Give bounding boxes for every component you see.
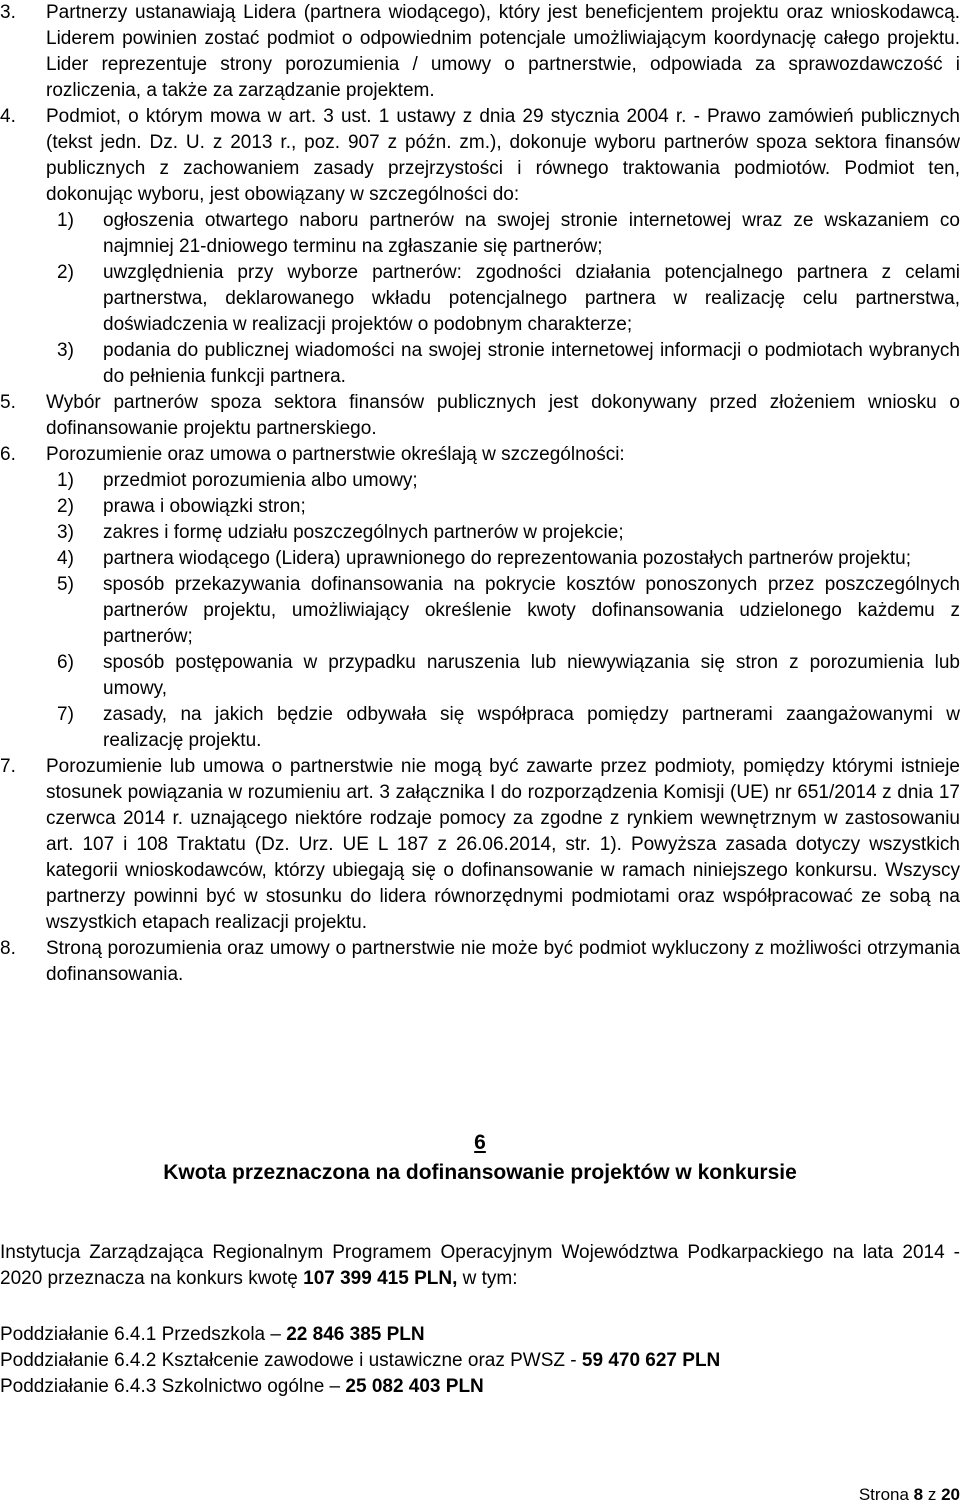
item-number: 5. (0, 392, 16, 413)
list-item-5 (0, 390, 960, 442)
allocation-label: Poddziałanie 6.4.1 Przedszkola – (0, 1324, 287, 1345)
sub-text: zakres i formę udziału poszczególnych partnerów w projekcie; (103, 522, 624, 543)
sub-text: zasady, na jakich będzie odbywała się współpraca pomiędzy partnerami zaangażowanymi w realizację projektu. (103, 704, 960, 751)
sub-item (0, 650, 960, 702)
sub-number: 4) (57, 548, 74, 569)
page-number: 8 (913, 1485, 924, 1504)
sub-text: przedmiot porozumienia albo umowy; (103, 470, 418, 491)
allocation-amount: 25 082 403 PLN (345, 1376, 484, 1397)
item-number: 4. (0, 106, 16, 127)
item-text: Porozumienie lub umowa o partnerstwie nie mogą być zawarte przez podmioty, pomiędzy którymi istnieje stosunek powiązania w rozumieniu art. 3 załącznika I do rozporządzenia Komisji (UE) nr 651/2014 z dnia 17 czerwca 2014 r. uznającego niektóre rodzaje pomocy za zgodne z rynkiem wewnętrznym w zastosowaniu art. 107 i 108 Traktatu (Dz. Urz. UE L 187 z 26.06.2014, str. 1). Powyższa zasada dotyczy wszystkich kategorii wnioskodawców, którzy ubiegają się o dofinansowanie w ramach niniejszego konkursu. Wszyscy partnerzy powinni być w stosunku do lidera równorzędnymi podmiotami oraz współpracować ze sobą na wszystkich etapach realizacji projektu. (46, 756, 960, 933)
intro-text: Instytucja Zarządzająca Regionalnym Programem Operacyjnym Województwa Podkarpackiego na lata 2014 - 2020 przeznacza na konkurs kwotę (0, 1242, 960, 1289)
page-total: 20 (941, 1485, 960, 1504)
list-item-6 (0, 442, 960, 468)
footer-mid: z (923, 1485, 942, 1504)
sub-text: uwzględnienia przy wyborze partnerów: zgodności działania potencjalnego partnera z celami partnerstwa, deklarowanego wkładu potencjalnego partnera w realizację celu partnerstwa, doświadczenia w realizacji projektów o podobnym charakterze; (103, 262, 960, 335)
item-number: 8. (0, 938, 16, 959)
item-text: Podmiot, o którym mowa w art. 3 ust. 1 ustawy z dnia 29 stycznia 2004 r. - Prawo zamówień publicznych (tekst jedn. Dz. U. z 2013 r., poz. 907 z późn. zm.), dokonuje wyboru partnerów spoza sektora finansów publicznych z zachowaniem zasady przejrzystości i równego traktowania podmiotów. Podmiot ten, dokonując wyboru, jest obowiązany w szczególności do: (46, 106, 960, 205)
allocation-row (0, 1374, 960, 1400)
sub-text: podania do publicznej wiadomości na swojej stronie internetowej informacji o podmiotach wybranych do pełnienia funkcji partnera. (103, 340, 960, 387)
sub-number: 3) (57, 340, 74, 361)
sub-item (0, 546, 960, 572)
allocation-amount: 22 846 385 PLN (286, 1324, 425, 1345)
item-text: Porozumienie oraz umowa o partnerstwie określają w szczególności: (46, 444, 625, 465)
sub-item (0, 208, 960, 260)
item-text: Partnerzy ustanawiają Lidera (partnera wiodącego), który jest beneficjentem projektu oraz wnioskodawcą. Liderem powinien zostać podmiot o odpowiednim potencjale umożliwiającym koordynację całego projektu. Lider reprezentuje strony porozumienia / umowy o partnerstwie, odpowiada za sprawozdawczość i rozliczenia, a także za zarządzanie projektem. (46, 2, 960, 101)
list-item-7 (0, 754, 960, 936)
sub-text: ogłoszenia otwartego naboru partnerów na swojej stronie internetowej wraz ze wskazaniem co najmniej 21-dniowego terminu na zgłaszanie się partnerów; (103, 210, 960, 257)
allocation-list (0, 1322, 960, 1400)
sub-number: 7) (57, 704, 74, 725)
funding-intro (0, 1240, 960, 1292)
list-item-8 (0, 936, 960, 988)
item-text: Stroną porozumienia oraz umowy o partnerstwie nie może być podmiot wykluczony z możliwości otrzymania dofinansowania. (46, 938, 960, 985)
allocation-row (0, 1322, 960, 1348)
intro-paragraph (0, 1240, 960, 1292)
total-amount: 107 399 415 PLN, (303, 1268, 458, 1289)
sub-item (0, 702, 960, 754)
section-heading (0, 1130, 960, 1186)
sub-text: sposób przekazywania dofinansowania na pokrycie kosztów ponoszonych przez poszczególnych partnerów projektu, umożliwiający określenie kwoty dofinansowania udzielonego każdemu z partnerów; (103, 574, 960, 647)
sub-item (0, 468, 960, 494)
item-number: 6. (0, 444, 16, 465)
item-number: 7. (0, 756, 16, 777)
allocation-amount: 59 470 627 PLN (581, 1350, 721, 1371)
list-item-4 (0, 104, 960, 208)
sub-number: 1) (57, 470, 74, 491)
item-number: 3. (0, 2, 16, 23)
sub-item (0, 260, 960, 338)
section-number: 6 (474, 1131, 486, 1154)
sub-item (0, 494, 960, 520)
sub-item (0, 520, 960, 546)
allocation-label: Poddziałanie 6.4.3 Szkolnictwo ogólne – (0, 1376, 346, 1397)
section-title: Kwota przeznaczona na dofinansowanie projektów w konkursie (163, 1161, 797, 1184)
sub-number: 3) (57, 522, 74, 543)
sub-number: 2) (57, 496, 74, 517)
sub-item (0, 338, 960, 390)
list-item-3 (0, 0, 960, 104)
sub-text: prawa i obowiązki stron; (103, 496, 306, 517)
footer-prefix: Strona (858, 1485, 914, 1504)
sub-number: 1) (57, 210, 74, 231)
allocation-label: Poddziałanie 6.4.2 Kształcenie zawodowe i ustawiczne oraz PWSZ - (0, 1350, 582, 1371)
sub-text: sposób postępowania w przypadku naruszenia lub niewywiązania się stron z porozumienia lub umowy, (103, 652, 960, 699)
item-text: Wybór partnerów spoza sektora finansów publicznych jest dokonywany przed złożeniem wniosku o dofinansowanie projektu partnerskiego. (46, 392, 960, 439)
sub-number: 2) (57, 262, 74, 283)
sub-item (0, 572, 960, 650)
allocation-row (0, 1348, 960, 1374)
sub-number: 5) (57, 574, 74, 595)
sub-number: 6) (57, 652, 74, 673)
page-footer (859, 1484, 960, 1506)
intro-tail: w tym: (457, 1268, 518, 1289)
sub-text: partnera wiodącego (Lidera) uprawnionego do reprezentowania pozostałych partnerów projektu; (103, 548, 911, 569)
